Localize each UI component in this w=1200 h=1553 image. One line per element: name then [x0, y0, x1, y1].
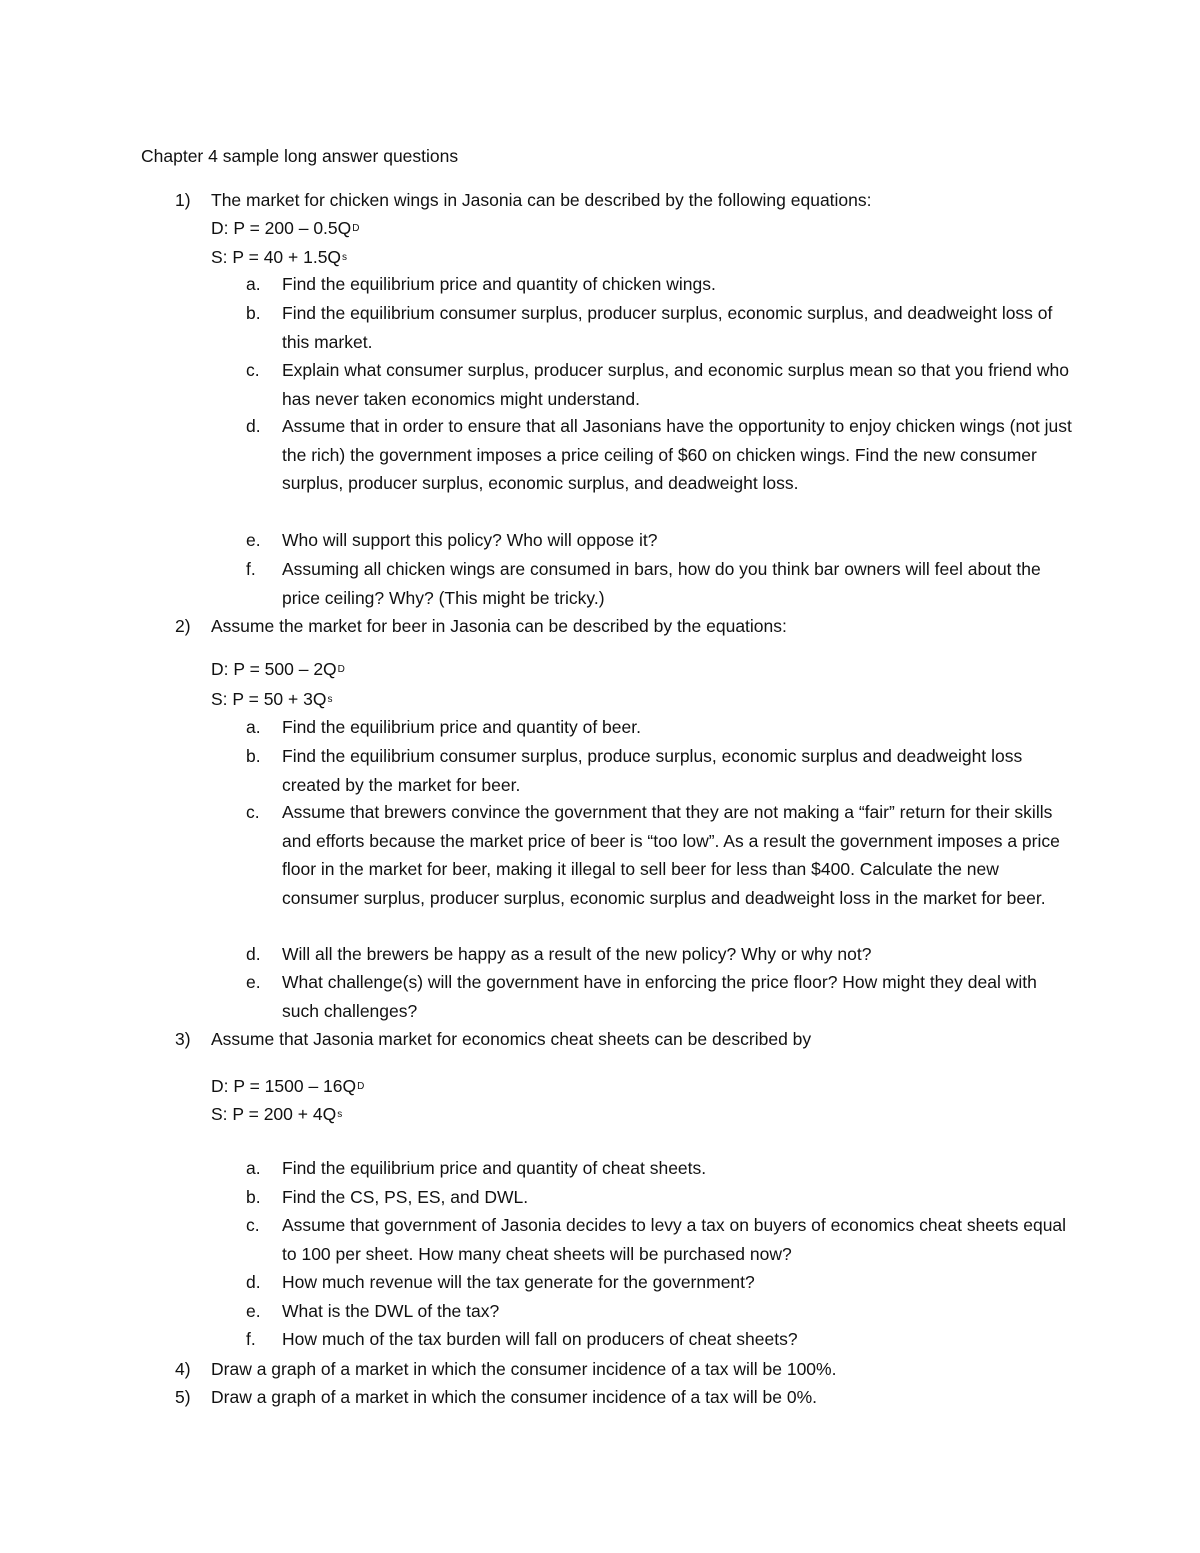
equation-superscript: D [337, 664, 345, 675]
equation-superscript: D [357, 1081, 365, 1092]
sub-question-text: Find the equilibrium price and quantity of cheat sheets. [282, 1158, 707, 1178]
question-number: 2) [175, 616, 191, 636]
demand-equation [211, 1074, 364, 1102]
equation-text: S: P = 40 + 1.5Q [211, 247, 342, 267]
sub-question-label: e. [246, 972, 261, 992]
supply-equation [211, 687, 332, 715]
sub-question-label: c. [246, 802, 260, 822]
equation-superscript: D [352, 223, 360, 234]
question-number: 1) [175, 190, 191, 210]
sub-question-label: d. [246, 944, 261, 964]
sub-question-text: Who will support this policy? Who will oppose it? [282, 530, 658, 550]
sub-question-label: e. [246, 1301, 261, 1321]
sub-question-text: Assume that government of Jasonia decides to levy a tax on buyers of economics cheat sheets equal to 100 per sheet. How many cheat sheets will be purchased now? [282, 1215, 1067, 1264]
sub-question-text: How much of the tax burden will fall on producers of cheat sheets? [282, 1329, 798, 1349]
question-number: 4) [175, 1359, 191, 1379]
demand-equation [211, 657, 345, 685]
sub-question-text: Find the equilibrium price and quantity of chicken wings. [282, 274, 716, 294]
sub-question-label: b. [246, 303, 261, 323]
demand-equation [211, 216, 360, 244]
sub-question-text: Explain what consumer surplus, producer surplus, and economic surplus mean so that you friend who has never taken economics might understand. [282, 360, 1069, 409]
sub-question-text: Assume that in order to ensure that all Jasonians have the opportunity to enjoy chicken wings (not just the rich) the government imposes a price ceiling of $60 on chicken wings. Find the new consumer surplus, producer surplus, economic surplus, and deadweight loss. [282, 416, 1072, 493]
equation-text: S: P = 50 + 3Q [211, 689, 327, 709]
equation-text: S: P = 200 + 4Q [211, 1104, 337, 1124]
sub-question-label: a. [246, 717, 261, 737]
sub-question-label: c. [246, 360, 260, 380]
sub-question-text: What challenge(s) will the government have in enforcing the price floor? How might they deal with such challenges? [282, 972, 1037, 1021]
supply-equation [211, 245, 347, 273]
sub-question-text: Find the CS, PS, ES, and DWL. [282, 1187, 529, 1207]
sub-question-text: Will all the brewers be happy as a result of the new policy? Why or why not? [282, 944, 872, 964]
question-text: Draw a graph of a market in which the consumer incidence of a tax will be 100%. [211, 1359, 837, 1379]
sub-question-text: Find the equilibrium consumer surplus, producer surplus, economic surplus, and deadweight loss of this market. [282, 303, 1053, 352]
sub-question-label: a. [246, 274, 261, 294]
sub-question-text: Assuming all chicken wings are consumed in bars, how do you think bar owners will feel about the price ceiling? Why? (This might be tricky.) [282, 559, 1041, 608]
question-text: Draw a graph of a market in which the consumer incidence of a tax will be 0%. [211, 1387, 817, 1407]
equation-text: D: P = 1500 – 16Q [211, 1076, 357, 1096]
supply-equation [211, 1102, 342, 1130]
question-text: Assume the market for beer in Jasonia can be described by the equations: [211, 616, 787, 636]
sub-question-label: f. [246, 559, 256, 579]
equation-text: D: P = 500 – 2Q [211, 659, 337, 679]
question-text: Assume that Jasonia market for economics cheat sheets can be described by [211, 1029, 812, 1049]
sub-question-label: b. [246, 1187, 261, 1207]
equation-superscript: s [337, 1109, 343, 1120]
equation-superscript: s [327, 694, 333, 705]
sub-question-label: e. [246, 530, 261, 550]
question-text: The market for chicken wings in Jasonia can be described by the following equations: [211, 190, 872, 210]
question-number: 5) [175, 1387, 191, 1407]
sub-question-text: How much revenue will the tax generate for the government? [282, 1272, 755, 1292]
page-title: Chapter 4 sample long answer questions [141, 146, 459, 166]
sub-question-label: a. [246, 1158, 261, 1178]
sub-question-label: f. [246, 1329, 256, 1349]
equation-superscript: s [342, 252, 348, 263]
sub-question-text: Find the equilibrium consumer surplus, produce surplus, economic surplus and deadweight loss created by the market for beer. [282, 746, 1023, 795]
equation-text: D: P = 200 – 0.5Q [211, 218, 352, 238]
sub-question-label: d. [246, 416, 261, 436]
sub-question-label: d. [246, 1272, 261, 1292]
sub-question-text: What is the DWL of the tax? [282, 1301, 500, 1321]
sub-question-text: Assume that brewers convince the government that they are not making a “fair” return for their skills and efforts because the market price of beer is “too low”. As a result the government imposes a price floor in the market for beer, making it illegal to sell beer for less than $400. Calculate the new consumer surplus, producer surplus, economic surplus and deadweight loss in the market for beer. [282, 802, 1060, 908]
sub-question-text: Find the equilibrium price and quantity of beer. [282, 717, 641, 737]
sub-question-label: b. [246, 746, 261, 766]
question-number: 3) [175, 1029, 191, 1049]
sub-question-label: c. [246, 1215, 260, 1235]
